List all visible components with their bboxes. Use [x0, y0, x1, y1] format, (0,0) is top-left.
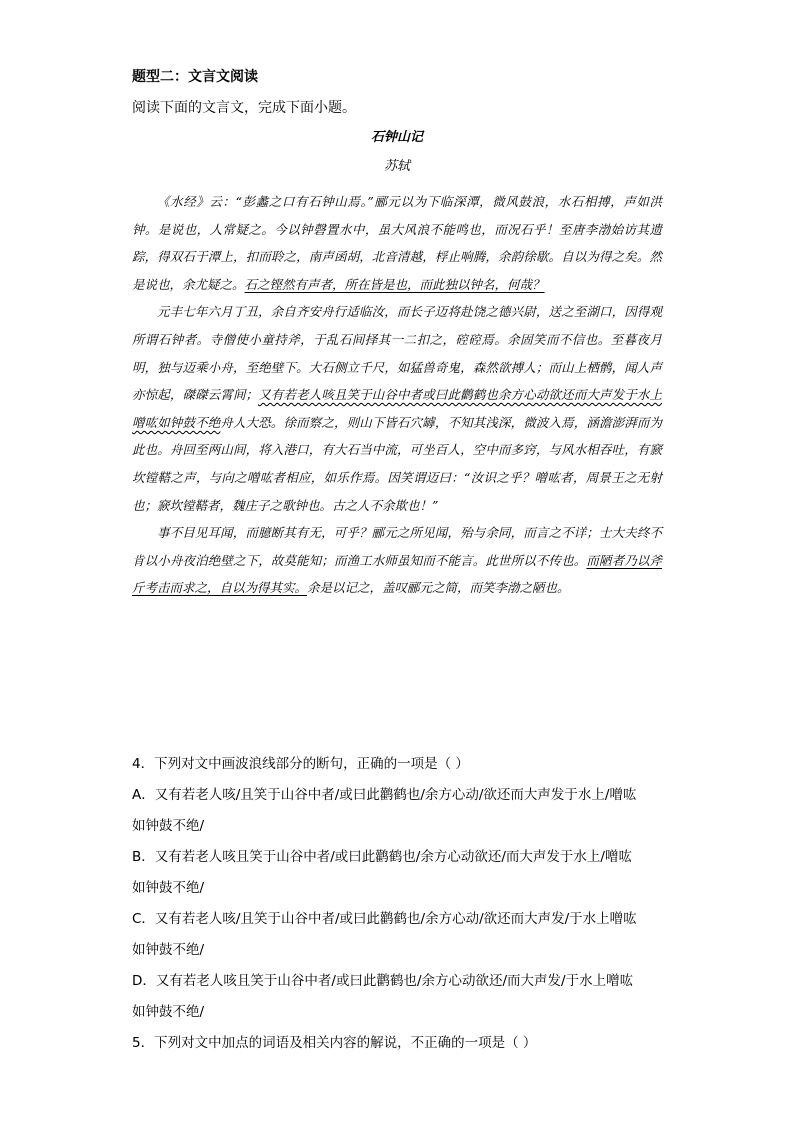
- section-title: 题型二：文言文阅读: [132, 69, 258, 85]
- underlined-sentence-2: 而陋者乃以斧斤考击而求之，自以为得其实。: [132, 552, 662, 596]
- passage-body: [132, 188, 662, 602]
- question-5-stem: 5．下列对文中加点的词语及相关内容的解说，不正确的一项是（ ）: [132, 1035, 537, 1051]
- question-4-option-b-cont: 如钟鼓不绝/: [132, 880, 205, 896]
- passage-paragraph-3: [132, 519, 662, 602]
- passage-paragraph-2: [132, 298, 662, 519]
- question-4-option-d-cont: 如钟鼓不绝/: [132, 1004, 205, 1020]
- questions-section: [132, 749, 672, 1059]
- question-4-option-a-cont: 如钟鼓不绝/: [132, 818, 205, 834]
- wavy-underlined-section: 又有若老人咳且笑于山谷中者或曰此鹳鹤也余方心动欲还而大声发于水上噌吰如钟鼓不绝: [132, 387, 662, 430]
- passage-author: 苏轼: [383, 159, 410, 174]
- underlined-sentence-1: 石之铿然有声者，所在皆是也，而此独以钟名，何哉？: [244, 276, 545, 292]
- question-4-option-c: C．又有若老人咳/且笑于山谷中者/或曰此鹳鹤也/余方心动/欲还而大声发/于水上噌吰: [132, 911, 637, 927]
- question-4-option-a: A．又有若老人咳/且笑于山谷中者/或曰此鹳鹤也/余方心动/欲还而大声发于水上/噌吰: [132, 787, 637, 803]
- passage-title: 石钟山记: [370, 130, 423, 145]
- paragraph-3-text-start: 事不目见耳闻，而臆断其有无，可乎？郦元之所见闻，殆与余同，而言之不详；士大夫终不肯以小舟夜泊绝壁之下，故莫能知；而渔工水师虽知而不能言。此世所以不传也。: [132, 525, 662, 568]
- question-4-option-b: B．又有若老人咳且笑于山谷中者/或曰此鹳鹤也/余方心动欲还/而大声发于水上/噌吰: [132, 849, 632, 865]
- paragraph-3-text-end: 余是以记之，盖叹郦元之简，而笑李渤之陋也。: [307, 580, 570, 596]
- paragraph-2-text-start: 元丰七年六月丁丑，余自齐安舟行适临汝，而长子迈将赴饶之德兴尉，送之至湖口，因得观所谓石钟者。寺僧使小童持斧，于乱石间择其一二扣之，硿硿焉。余固笑而不信也。至暮夜月明，独与迈乘小舟，至绝壁下。大石侧立千尺，如猛兽奇鬼，森然欲搏人；而山上栖鹘，闻人声亦惊起，磔磔云霄间；: [132, 304, 662, 403]
- passage-paragraph-1: [132, 188, 662, 298]
- question-4-option-d: D．又有若老人咳且笑于山谷中者/或曰此鹳鹤也/余方心动欲还/而大声发/于水上噌吰: [132, 973, 634, 989]
- question-4-option-c-cont: 如钟鼓不绝/: [132, 942, 205, 958]
- question-4-stem: 4．下列对文中画波浪线部分的断句，正确的一项是（ ）: [132, 756, 469, 772]
- paragraph-2-text-end: 舟人大恐。徐而察之，则山下皆石穴罅，不知其浅深，微波入焉，涵澹澎湃而为此也。舟回至两山间，将入港口，有大石当中流，可坐百人，空中而多窍，与风水相吞吐，有窾坎镗鞳之声，与向之噌吰者相应，如乐作焉。因笑谓迈曰：“汝识之乎？噌吰者，周景王之无射也；窾坎镗鞳者，魏庄子之歌钟也。古之人不余欺也！”: [132, 414, 662, 513]
- instruction-text: 阅读下面的文言文，完成下面小题。: [132, 100, 356, 116]
- paragraph-1-text: 《水经》云：“彭蠡之口有石钟山焉。”郦元以为下临深潭，微风鼓浪，水石相搏，声如洪钟。是说也，人常疑之。今以钟磬置水中，虽大风浪不能鸣也，而况石乎！至唐李渤始访其遗踪，得双石于潭上，扣而聆之，南声函胡，北音清越，桴止响腾，余韵徐歇。自以为得之矣。然是说也，余尤疑之。: [132, 194, 662, 292]
